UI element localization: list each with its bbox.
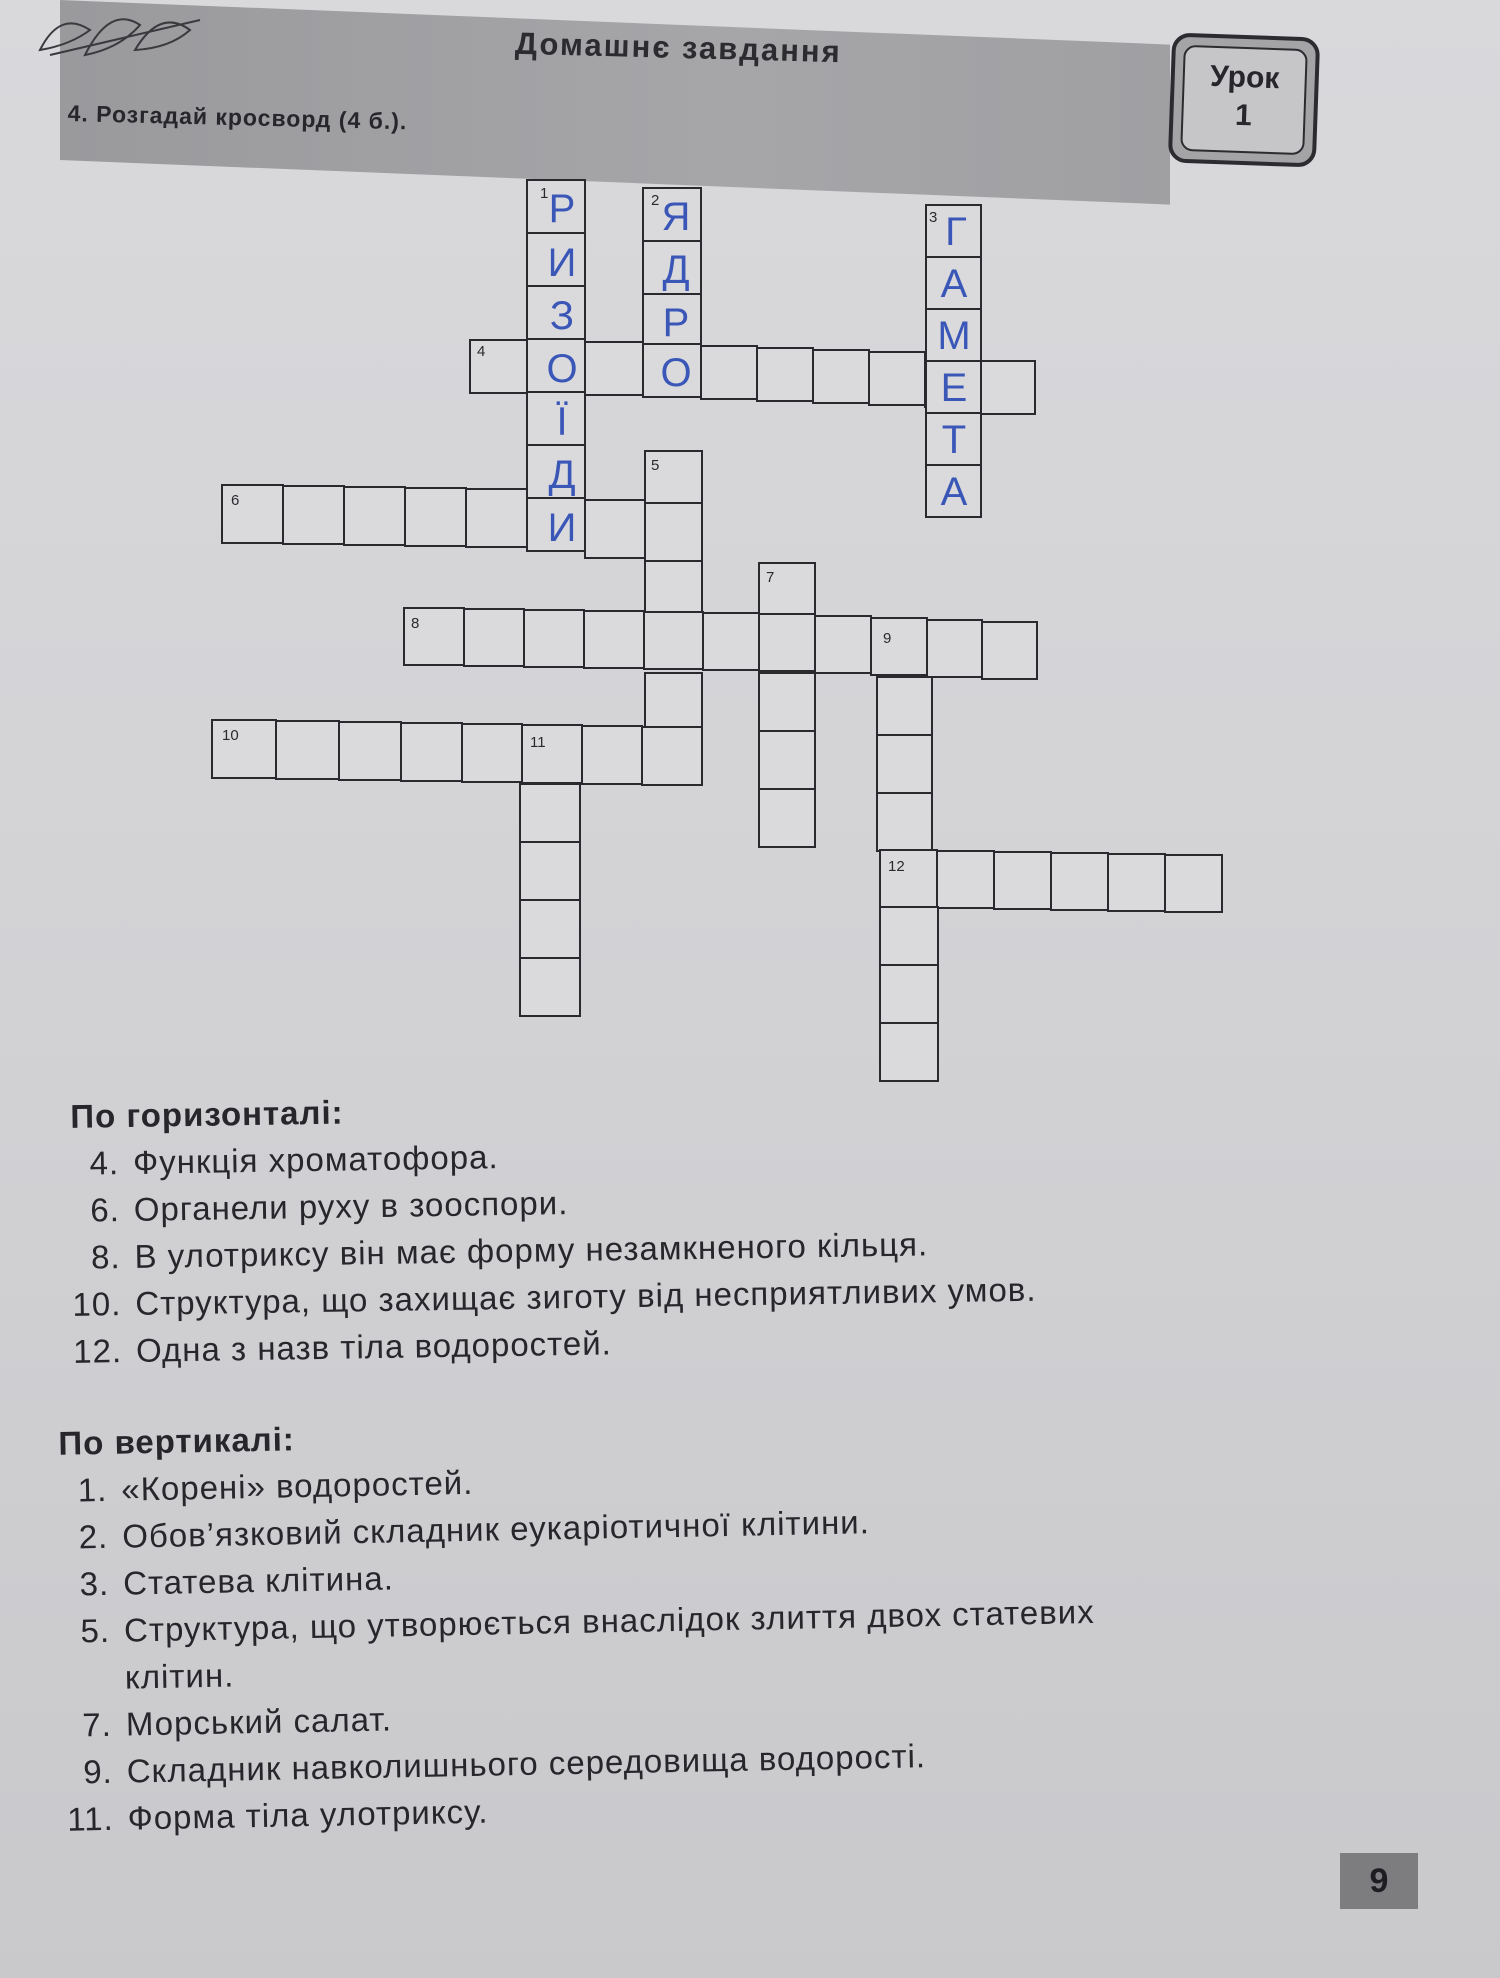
clue-number: 9. xyxy=(82,1752,114,1791)
vertical-clues xyxy=(48,1400,1099,1843)
crossword-cell xyxy=(981,361,1035,414)
crossword-cell xyxy=(401,723,462,781)
crossword-cell xyxy=(339,722,401,780)
crossword-cell xyxy=(582,726,642,784)
crossword-cell xyxy=(344,487,405,545)
clue-text: «Корені» водоростей. xyxy=(120,1463,474,1508)
clue-text: Функція хроматофора. xyxy=(132,1138,499,1181)
crossword-cell xyxy=(283,486,344,544)
crossword-cell xyxy=(585,342,643,395)
clue-text: Форма тіла улотриксу. xyxy=(127,1792,489,1837)
clue-number: 12. xyxy=(72,1332,123,1370)
crossword-letter: Р xyxy=(548,187,576,231)
crossword-cell xyxy=(813,350,869,403)
clue-number: 11. xyxy=(66,1799,115,1838)
task-heading: 4. Розгадай кросворд (4 б.). xyxy=(67,100,408,135)
clue-continuation: клітин. xyxy=(124,1656,235,1696)
page-number: 9 xyxy=(1340,1853,1418,1909)
clue-number: 2. xyxy=(78,1517,109,1556)
crossword-number: 11 xyxy=(530,734,546,751)
crossword-letter: А xyxy=(940,470,968,514)
crossword-cell xyxy=(701,346,757,399)
crossword-letter: А xyxy=(940,262,968,306)
crossword-cell xyxy=(880,1023,938,1081)
crossword-number: 8 xyxy=(411,615,420,632)
crossword-number: 7 xyxy=(766,569,775,586)
crossword-letter: О xyxy=(660,351,692,395)
crossword-letter: Ї xyxy=(556,400,568,444)
crossword-cell xyxy=(937,851,994,908)
clue-number: 8. xyxy=(90,1238,121,1276)
crossword-cell xyxy=(759,731,815,789)
crossword-cell xyxy=(585,500,645,558)
crossword-cell xyxy=(645,561,702,617)
crossword-cell xyxy=(645,503,702,561)
crossword-cell xyxy=(759,673,815,731)
clue-number: 4. xyxy=(89,1144,120,1182)
lesson-label: Урок xyxy=(1209,59,1280,96)
crossword-letter: З xyxy=(549,294,575,338)
vertical-heading: По вертикалі: xyxy=(58,1420,296,1462)
crossword-letter: Г xyxy=(945,210,967,254)
crossword-cell xyxy=(645,673,702,729)
crossword-cell xyxy=(759,614,815,671)
crossword-cell xyxy=(644,612,703,669)
crossword-letter: Я xyxy=(661,195,691,239)
clue-text: Одна з назв тіла водоростей. xyxy=(135,1324,613,1369)
lesson-number: 1 xyxy=(1234,98,1253,133)
crossword-cell xyxy=(1165,855,1222,912)
clue-number: 7. xyxy=(81,1705,113,1744)
crossword-cell xyxy=(466,489,527,547)
crossword-cell xyxy=(877,735,932,793)
crossword-cell xyxy=(464,609,524,666)
clue-text: Морський салат. xyxy=(125,1700,393,1743)
crossword-cell xyxy=(584,611,644,668)
crossword-cell xyxy=(994,852,1051,909)
crossword-number: 2 xyxy=(651,192,660,209)
crossword-letter: Т xyxy=(941,418,967,462)
crossword-letter: Д xyxy=(662,248,690,292)
crossword-cell xyxy=(462,724,522,782)
crossword-cell xyxy=(880,965,938,1023)
clue-text: Статева клітина. xyxy=(122,1559,395,1602)
clue-text: Складник навколишнього середовища водорості. xyxy=(126,1737,927,1790)
crossword-number: 12 xyxy=(888,858,905,875)
crossword-letter: М xyxy=(937,314,971,358)
clue-text: В улотриксу він має форму незамкненого кільця. xyxy=(134,1225,929,1275)
clue-number: 10. xyxy=(72,1285,122,1323)
crossword-cell xyxy=(524,610,584,667)
crossword-cell xyxy=(520,842,580,900)
crossword-letter: И xyxy=(547,506,577,550)
crossword-letter: И xyxy=(547,241,577,285)
clue-text: Обов’язковий складник еукаріотичної клітини. xyxy=(121,1503,871,1555)
crossword-cell xyxy=(759,789,815,847)
crossword-cell xyxy=(880,907,938,965)
page-title: Домашнє завдання xyxy=(514,25,843,70)
crossword-cell xyxy=(520,900,580,958)
horizontal-clues xyxy=(60,1078,1038,1375)
clue-number: 1. xyxy=(77,1470,108,1509)
crossword-cell xyxy=(877,793,932,851)
crossword-cell xyxy=(405,488,466,546)
crossword-cell xyxy=(276,721,339,779)
clue-number: 3. xyxy=(79,1564,110,1603)
crossword-letter: О xyxy=(546,347,578,391)
crossword-cell xyxy=(869,352,925,405)
crossword-number: 4 xyxy=(477,343,486,360)
clue-text: Структура, що захищає зиготу від несприятливих умов. xyxy=(135,1270,1037,1322)
crossword-cell xyxy=(703,613,759,670)
crossword-number: 9 xyxy=(883,630,892,647)
crossword-number: 1 xyxy=(540,185,549,202)
crossword-letter: Р xyxy=(662,301,690,345)
clue-number: 6. xyxy=(90,1191,121,1229)
crossword-number: 5 xyxy=(651,457,660,474)
crossword-number: 3 xyxy=(929,209,938,226)
crossword-cell xyxy=(520,958,580,1016)
crossword-number: 6 xyxy=(231,492,240,509)
clue-number: 5. xyxy=(80,1611,111,1650)
clue-text: Органели руху в зооспори. xyxy=(133,1184,569,1228)
crossword-cell xyxy=(520,784,580,842)
crossword-cell xyxy=(871,618,927,675)
clue-text: Структура, що утворюється внаслідок злиття двох статевих xyxy=(123,1592,1095,1649)
crossword-cell xyxy=(815,616,871,673)
crossword-cell xyxy=(1051,853,1108,910)
horizontal-heading: По горизонталі: xyxy=(70,1093,344,1135)
crossword-cell xyxy=(982,622,1037,679)
crossword-cell xyxy=(757,348,813,401)
crossword-letter: Е xyxy=(940,366,968,410)
crossword-number: 10 xyxy=(222,727,239,744)
crossword-cell xyxy=(1108,854,1165,911)
crossword-cell xyxy=(877,677,932,735)
crossword-cell xyxy=(642,727,702,785)
crossword-cell xyxy=(927,620,982,677)
crossword-letter: Д xyxy=(548,453,576,497)
